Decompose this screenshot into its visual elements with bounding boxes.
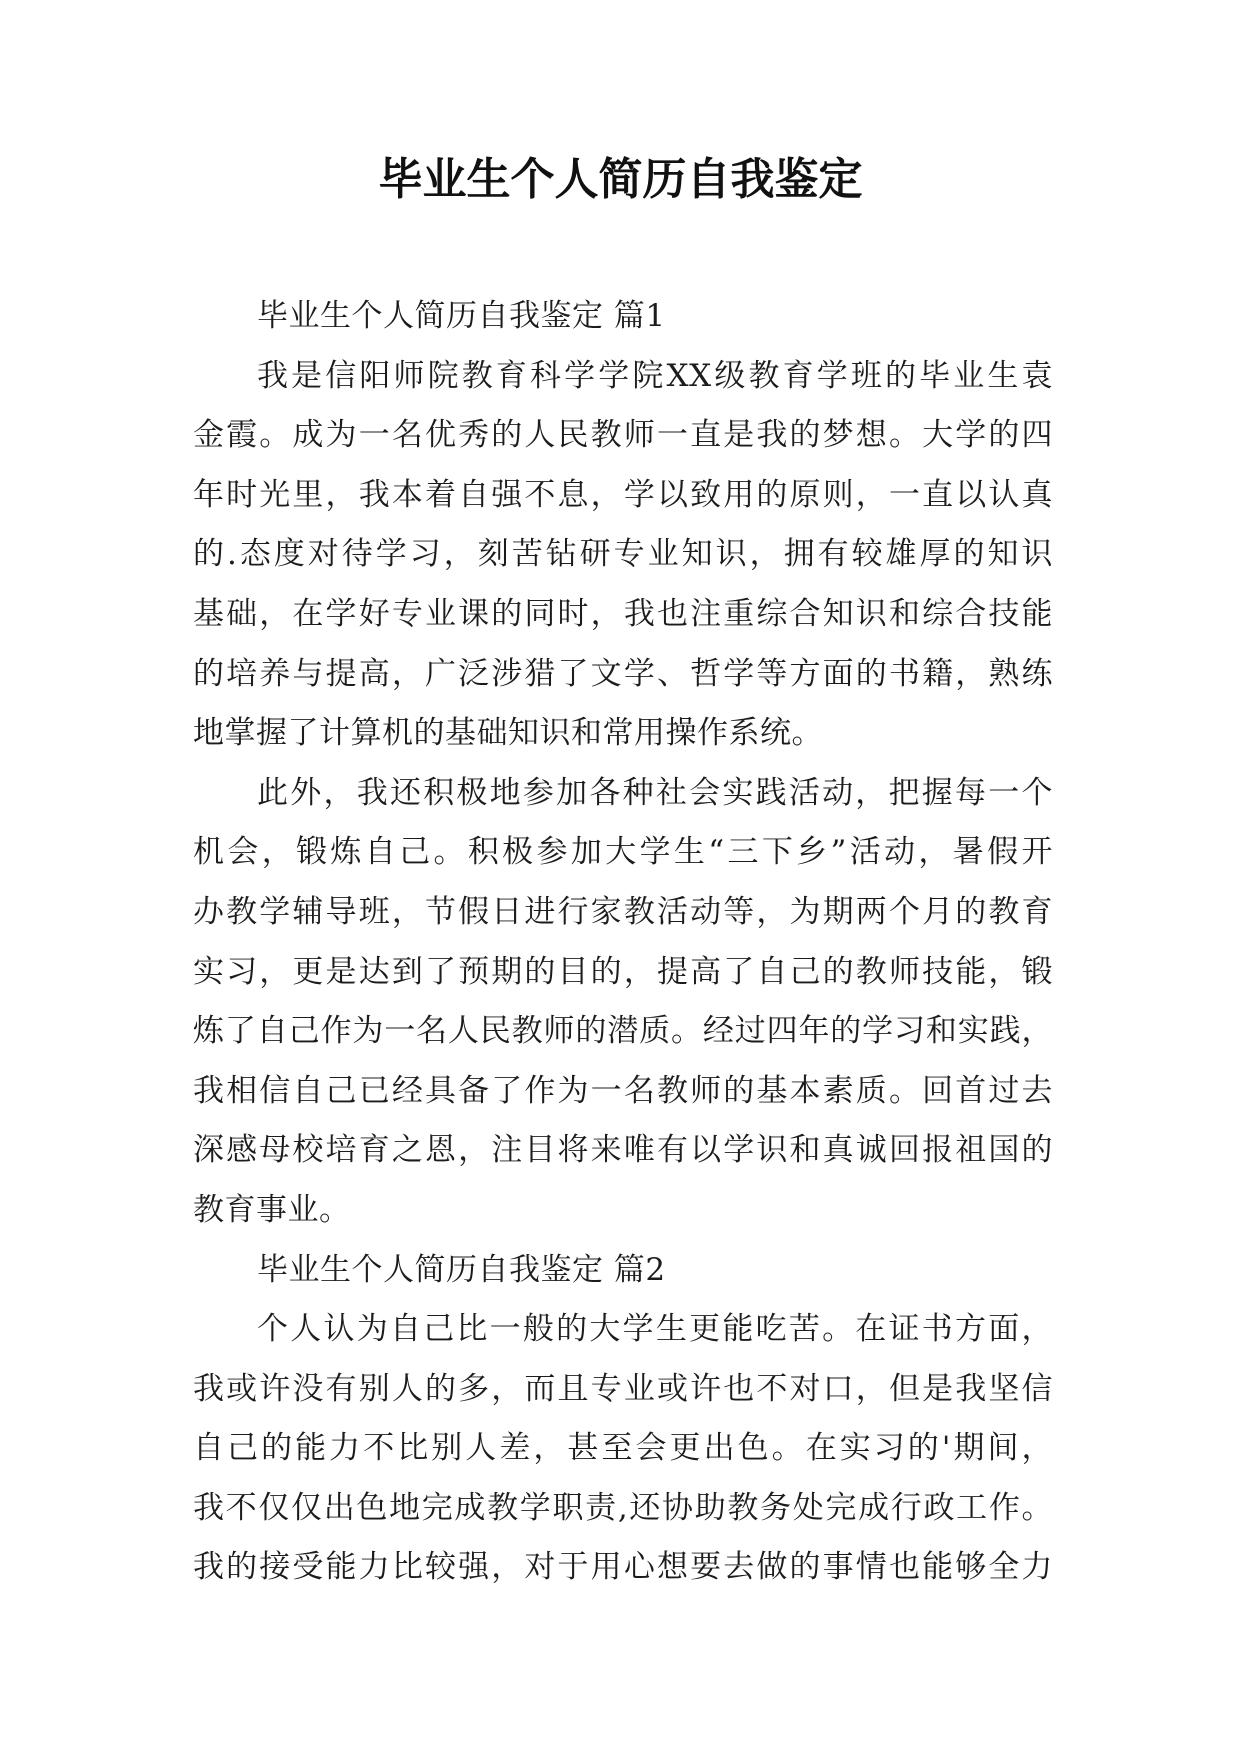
paragraph-line: 我相信自己已经具备了作为一名教师的基本素质。回首过去 — [193, 1072, 1053, 1109]
section-heading: 毕业生个人简历自我鉴定 篇1 — [257, 298, 666, 334]
paragraph-line: 深感母校培育之恩，注目将来唯有以学识和真诚回报祖国的 — [193, 1132, 1053, 1169]
paragraph-line: 机会，锻炼自己。积极参加大学生“三下乡”活动，暑假开 — [193, 834, 1053, 871]
paragraph-line: 我是信阳师院教育科学学院XX级教育学班的毕业生袁 — [257, 357, 1053, 394]
paragraph-line: 炼了自己作为一名人民教师的潜质。经过四年的学习和实践， — [193, 1013, 1053, 1050]
paragraph-line: 教育事业。 — [193, 1191, 351, 1228]
paragraph-line: 基础，在学好专业课的同时，我也注重综合知识和综合技能 — [193, 595, 1053, 632]
paragraph-line: 我或许没有别人的多，而且专业或许也不对口，但是我坚信 — [193, 1370, 1053, 1407]
document-title: 毕业生个人简历自我鉴定 — [378, 154, 863, 205]
paragraph-line: 个人认为自己比一般的大学生更能吃苦。在证书方面， — [257, 1311, 1053, 1348]
paragraph-line: 地掌握了计算机的基础知识和常用操作系统。 — [193, 715, 823, 752]
paragraph-line: 的.态度对待学习，刻苦钻研专业知识，拥有较雄厚的知识 — [193, 536, 1053, 573]
paragraph-line: 办教学辅导班，节假日进行家教活动等，为期两个月的教育 — [193, 893, 1053, 930]
paragraph-line: 实习，更是达到了预期的目的，提高了自己的教师技能，锻 — [193, 953, 1053, 990]
paragraph-line: 我不仅仅出色地完成教学职责,还协助教务处完成行政工作。 — [193, 1489, 1053, 1526]
document-body — [193, 287, 1053, 1598]
section-heading: 毕业生个人简历自我鉴定 篇2 — [257, 1251, 666, 1288]
paragraph-line: 的培养与提高，广泛涉猎了文学、哲学等方面的书籍，熟练 — [193, 655, 1053, 692]
paragraph-line: 金霞。成为一名优秀的人民教师一直是我的梦想。大学的四 — [193, 417, 1053, 454]
paragraph-line: 年时光里，我本着自强不息，学以致用的原则，一直以认真 — [193, 476, 1053, 513]
paragraph-line: 我的接受能力比较强，对于用心想要去做的事情也能够全力 — [193, 1549, 1053, 1586]
paragraph-line: 自己的能力不比别人差，甚至会更出色。在实习的'期间， — [193, 1430, 1053, 1467]
paragraph-line: 此外，我还积极地参加各种社会实践活动，把握每一个 — [257, 774, 1053, 811]
